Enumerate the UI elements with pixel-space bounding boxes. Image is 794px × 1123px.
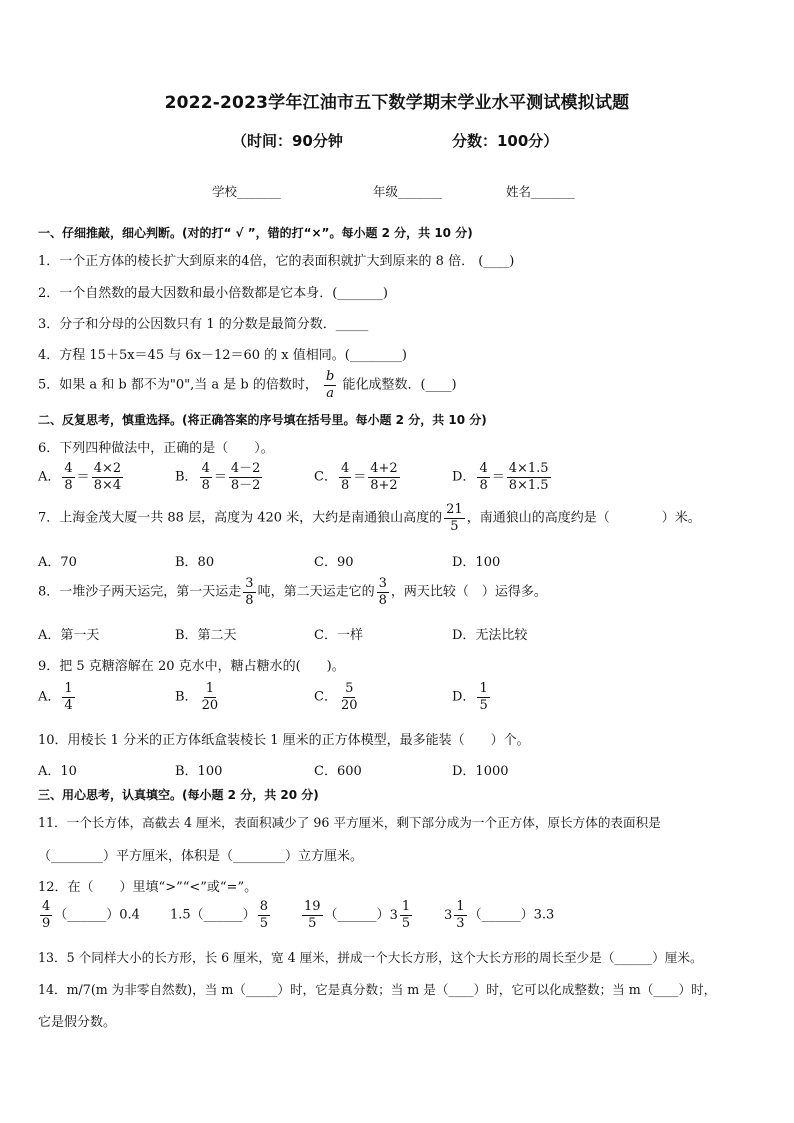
question-7: 7．上海金茂大厦一共 88 层，高度为 420 米，大约是南通狼山高度的 $\frac{21}{5}$ ，南通狼山的高度约是（ ）米。 [38,502,701,534]
q8-option-d[interactable]: D．无法比较 [452,628,528,643]
q8-option-c[interactable]: C．一样 [314,628,363,643]
fraction-b-over-a: $\frac{b}{a}$ [325,369,335,401]
fraction-21-over-5: $\frac{21}{5}$ [446,502,463,534]
question-8: 8．一堆沙子两天运完，第一天运走 $\frac{3}{8}$ 吨，第二天运走它的 $\frac{3}{8}$ ，两天比较（ ）运得多。 [38,576,547,608]
question-1: 1．一个正方体的棱长扩大到原来的4倍，它的表面积就扩大到原来的 8 倍． (____) [38,254,515,269]
question-14-line2: 它是假分数。 [38,1015,117,1030]
q10-option-d[interactable]: D．1000 [452,764,509,779]
q6-option-d[interactable]: D． $\frac{4}{8}$ ＝ $\frac{4\times 1.5}{8\times 1.5}$ [452,461,549,493]
q10-option-a[interactable]: A．10 [38,764,77,779]
q12-item-4: 3 $\frac{1}{3}$ （______）3.3 [444,899,555,931]
question-13: 13．5 个同样大小的长方形，长 6 厘米，宽 4 厘米，拼成一个大长方形，这个大长方形的周长至少是（______）厘米。 [38,950,703,965]
question-11-line2: （________）平方厘米，体积是（________）立方厘米。 [38,849,364,864]
question-10: 10．用棱长 1 分米的正方体纸盒装棱长 1 厘米的正方体模型，最多能装（ ）个。 [38,733,530,748]
question-3: 3．分子和分母的公因数只有 1 的分数是最简分数．_____ [38,317,369,332]
q7-option-d[interactable]: D．100 [452,555,501,570]
section2-heading: 二、反复思考，慎重选择。(将正确答案的序号填在括号里。每小题 2 分，共 10 分) [38,413,487,427]
question-11-line1: 11．一个长方体，高截去 4 厘米，表面积减少了 96 平方厘米，剩下部分成为一个正方体，原长方体的表面积是 [38,815,661,830]
school-field[interactable]: 学校_______ [212,184,281,199]
q8-option-b[interactable]: B．第二天 [175,628,237,643]
score-label: 分数：100分） [452,132,559,150]
q7-option-a[interactable]: A．70 [38,555,77,570]
q6-option-a[interactable]: A． $\frac{4}{8}$ ＝ $\frac{4\times 2}{8\times 4}$ [38,461,122,493]
q8-option-a[interactable]: A．第一天 [38,628,100,643]
q7-option-b[interactable]: B．80 [175,555,215,570]
q6-option-b[interactable]: B． $\frac{4}{8}$ ＝ $\frac{4-2}{8-2}$ [175,461,261,493]
question-9: 9．把 5 克糖溶解在 20 克水中，糖占糖水的( )。 [38,659,345,674]
question-5-pre: 5．如果 a 和 b 都不为"0",当 a 是 b 的倍数时， [38,377,318,393]
time-label: （时间：90分钟 [232,132,343,150]
question-12: 12．在（ ）里填“>”“<”或“=”。 [38,880,258,895]
section3-heading: 三、用心思考，认真填空。(每小题 2 分，共 20 分) [38,788,319,802]
q9-option-a[interactable]: A． $\frac{1}{4}$ [38,681,73,713]
page-title: 2022-2023学年江油市五下数学期末学业水平测试模拟试题 [164,93,630,113]
q9-option-c[interactable]: C． $\frac{5}{20}$ [314,681,358,713]
q9-option-d[interactable]: D． $\frac{1}{5}$ [452,681,488,713]
question-6: 6．下列四种做法中，正确的是（ ）。 [38,441,274,456]
q12-item-1: $\frac{4}{9}$ （______）0.4 [42,899,140,931]
name-field[interactable]: 姓名_______ [506,184,575,199]
q10-option-b[interactable]: B．100 [175,764,223,779]
question-4: 4．方程 15＋5x＝45 与 6x－12＝60 的 x 值相同。(________) [38,348,407,363]
q6-option-c[interactable]: C． $\frac{4}{8}$ ＝ $\frac{4+2}{8+2}$ [314,461,398,493]
q10-option-c[interactable]: C．600 [314,764,362,779]
section1-heading: 一、仔细推敲，细心判断。(对的打“ √ ”，错的打“×”。每小题 2 分，共 10 分) [38,226,473,240]
question-5 [38,370,457,400]
question-14-line1: 14．m/7(m 为非零自然数)，当 m（_____）时，它是真分数；当 m 是（____）时，它可以化成整数；当 m（____）时， [38,982,717,997]
q7-option-c[interactable]: C．90 [314,555,354,570]
q12-item-3: $\frac{19}{5}$ （______） 3 $\frac{1}{5}$ [304,899,411,931]
q9-option-b[interactable]: B． $\frac{1}{20}$ [175,681,219,713]
grade-field[interactable]: 年级_______ [373,184,442,199]
question-2: 2．一个自然数的最大因数和最小倍数都是它本身．(_______) [38,286,388,301]
question-5-post: 能化成整数．(____) [342,377,457,393]
q12-item-2: 1.5（______） $\frac{8}{5}$ [170,899,268,931]
